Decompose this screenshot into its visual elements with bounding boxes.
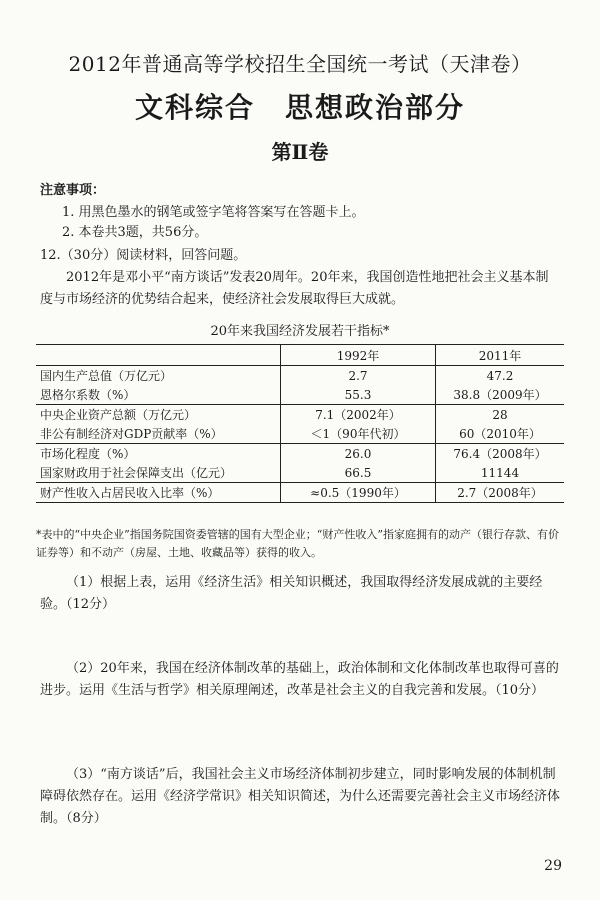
- table-header-row: [36, 345, 564, 366]
- cell-1992: ＜1（90年代初）: [281, 424, 436, 444]
- table-title: 20年来我国经济发展若干指标*: [210, 324, 390, 339]
- subquestion-3: （3）“南方谈话”后，我国社会主义市场经济体制初步建立，同时影响发展的体制机制障碍依然存在。运用《经济学常识》相关知识简述，为什么还需要完善社会主义市场经济体制。（8分）: [40, 767, 561, 826]
- row-label: 市场化程度（%）: [36, 444, 281, 464]
- row-label: 财产性收入占居民收入比率（%）: [36, 483, 281, 503]
- cell-2011: 47.2: [436, 366, 565, 386]
- table-row: [36, 366, 564, 386]
- cell-1992: 2.7: [281, 366, 436, 386]
- table-row: [36, 385, 564, 405]
- subquestion-2: （2）20年来，我国在经济体制改革的基础上，政治体制和文化体制改革也取得可喜的进步。运用《生活与哲学》相关原理阐述，改革是社会主义的自我完善和发展。（10分）: [40, 661, 559, 698]
- note-item: 2. 本卷共3题，共56分。: [62, 225, 208, 240]
- table-row: [36, 483, 564, 503]
- row-label: 恩格尔系数（%）: [40, 388, 136, 402]
- table-row: [36, 424, 564, 444]
- row-label: 国内生产总值（万亿元）: [40, 369, 173, 383]
- exam-title: 2012年普通高等学校招生全国统一考试（天津卷）: [68, 52, 532, 76]
- cell-1992: 7.1（2002年）: [281, 405, 436, 425]
- table-row: [36, 463, 564, 483]
- table-row: [36, 444, 564, 464]
- row-label: 中央企业资产总额（万亿元）: [36, 405, 281, 425]
- subject-title: 文科综合 思想政治部分: [134, 91, 465, 124]
- cell-1992: 55.3: [281, 385, 436, 405]
- question-heading: 12.（30分）阅读材料，回答问题。: [40, 248, 247, 263]
- note-item: 1. 用黑色墨水的钢笔或签字笔将答案写在答题卡上。: [62, 205, 365, 220]
- table-header-cell: 1992年: [281, 345, 436, 366]
- cell-2011: 2.7（2008年）: [436, 483, 565, 503]
- row-label: 国家财政用于社会保障支出（亿元）: [40, 466, 233, 480]
- question-intro: 2012年是邓小平“南方谈话”发表20周年。20年来，我国创造性地把社会主义基本制度与市场经济的优势结合起来，使经济社会发展取得巨大成就。: [40, 270, 549, 307]
- table-header-cell: [36, 345, 281, 366]
- volume-title: 第Ⅱ卷: [271, 140, 329, 164]
- page-number: 29: [544, 858, 562, 874]
- indicators-table: [36, 344, 564, 503]
- cell-2011: 60（2010年）: [436, 424, 565, 444]
- cell-1992: ≈0.5（1990年）: [281, 483, 436, 503]
- cell-2011: 28: [436, 405, 565, 425]
- cell-1992: 66.5: [281, 463, 436, 483]
- cell-2011: 11144: [436, 463, 565, 483]
- row-label: 非公有制经济对GDP贡献率（%）: [40, 427, 223, 441]
- cell-2011: 76.4（2008年）: [436, 444, 565, 464]
- notes-heading: 注意事项：: [40, 183, 106, 198]
- table-row: [36, 405, 564, 425]
- table-footnote: *表中的“中央企业”指国务院国资委管辖的国有大型企业；“财产性收入”指家庭拥有的动产（银行存款、有价证券等）和不动产（房屋、土地、收藏品等）获得的收入。: [36, 528, 559, 559]
- cell-2011: 38.8（2009年）: [436, 385, 565, 405]
- subquestion-1: （1）根据上表，运用《经济生活》相关知识概述，我国取得经济发展成就的主要经验。（12分）: [40, 575, 543, 612]
- cell-1992: 26.0: [281, 444, 436, 464]
- table-header-cell: 2011年: [436, 345, 565, 366]
